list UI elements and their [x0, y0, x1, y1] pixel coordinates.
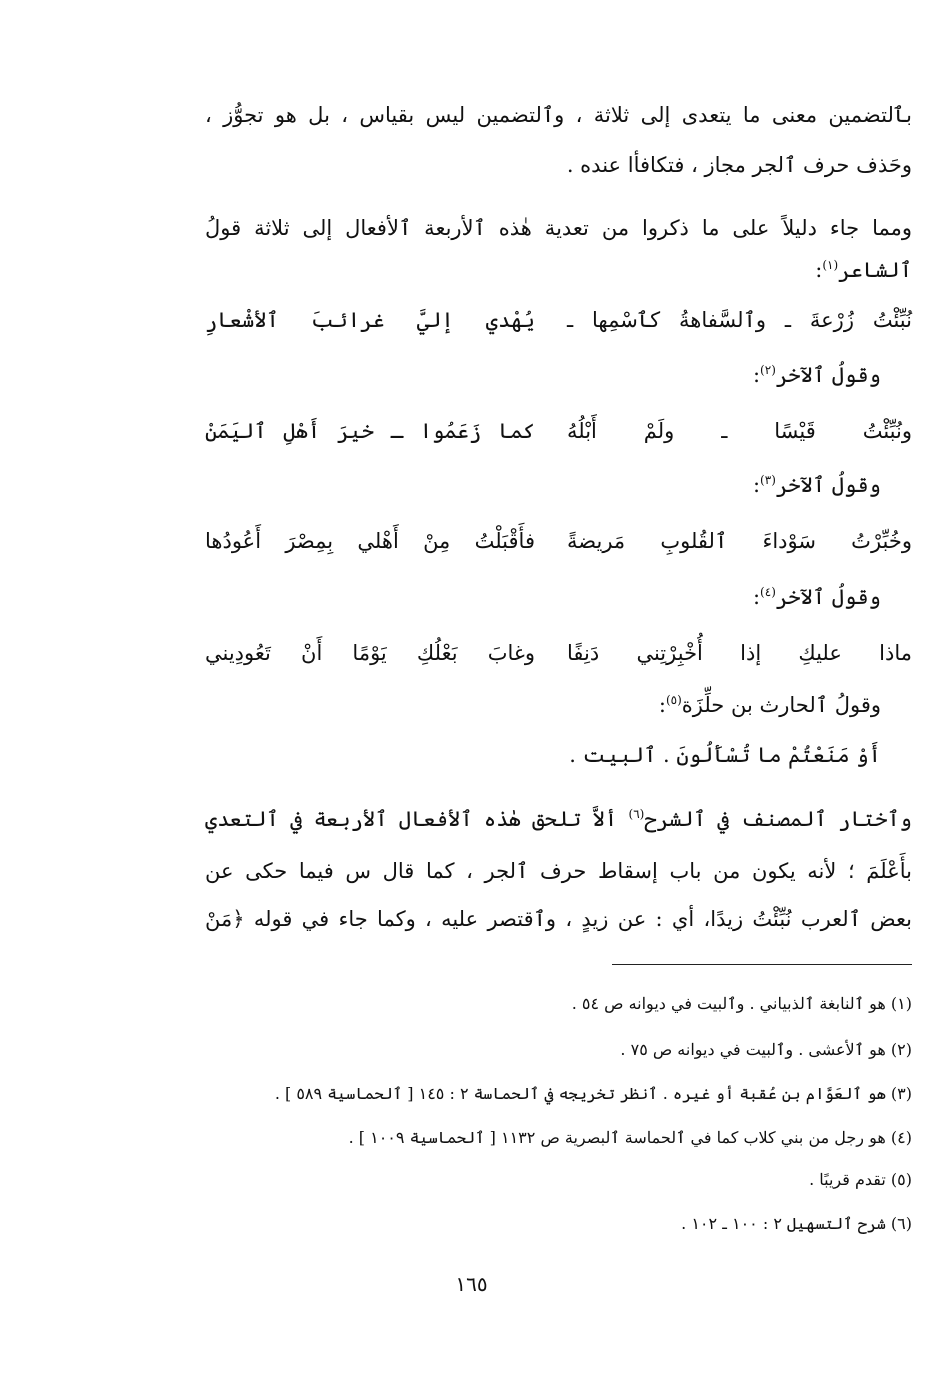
footnote-ref: (٥)	[665, 693, 682, 707]
footnote-ref: (٢)	[760, 363, 776, 377]
body-line: بأَعْلَمَ ؛ لأنه يكون من باب إسقاط حرف ٱلجر ، كما قال س فيما حكى عن	[205, 859, 912, 883]
verse-hemistich-second: كما زَعَمُوا ـ خيرَ أَهْلِ ٱليَمَنْ	[205, 419, 535, 443]
footnote-ref: (٤)	[760, 585, 776, 599]
footnote: (١) هو ٱلنابغة ٱلذبياني . وٱلبيت في ديوانه ص ٥٤ .	[571, 994, 912, 1013]
verse	[205, 414, 912, 448]
footnote: (٤) هو رجل من بني كلاب كما في ٱلحماسة ٱلبصرية ص ١١٣٢ [ ٱلحماسية ١٠٠٩ ] .	[348, 1128, 912, 1147]
verse	[205, 524, 912, 558]
footnote-divider	[612, 964, 912, 965]
verse-hemistich-first: وخُبِّرْتُ سَوْداءَ ٱلقُلوبِ مَريضةً	[567, 529, 912, 553]
page-number: ١٦٥	[455, 1272, 488, 1296]
verse-hemistich-second: يُهْدي إليَّ غرائبَ ٱلأشْعارِ	[205, 308, 535, 332]
body-line: ومما جاء دليلاً على ما ذكروا من تعدية هٰذه ٱلأربعة ٱلأفعال إلى ثلاثة قولُ	[205, 216, 912, 240]
footnote-ref: (٣)	[760, 473, 776, 487]
verse-intro: وقولُ ٱلحارث بن حلِّزَة$^{(٥)}$:	[658, 693, 881, 717]
footnote: (٢) هو ٱلأعشى . وٱلبيت في ديوانه ص ٧٥ .	[620, 1040, 912, 1059]
body-line: وٱختار ٱلمصنف في ٱلشرح$^{(٦)}$ ألاَّ تلحق هٰذه ٱلأفعال ٱلأربعة في ٱلتعدي	[205, 807, 912, 831]
verse-intro: وقولُ ٱلآخر$^{(٤)}$:	[752, 585, 881, 609]
body-line: بٱلتضمين معنى ما يتعدى إلى ثلاثة ، وٱلتضمين ليس بقياس ، بل هو تجوُّز ،	[205, 103, 912, 127]
verse-intro: وقولُ ٱلآخر$^{(٢)}$:	[752, 363, 881, 387]
body-line: بعض ٱلعرب نُبِّئْتُ زيدًا، أي : عن زيدٍ ، وٱقتصر عليه ، وكما جاء في قوله ﴿مَنْ	[205, 907, 912, 931]
verse-partial: أَوْ مَنَعْتُمْ ما تُسْأَلُونَ . ٱلبيت .	[569, 743, 881, 767]
body-line: ٱلشاعر$^{(١)}$:	[815, 258, 912, 282]
verse-hemistich-second: وغابَ بَعْلُكِ يَوْمًا أَنْ تَعُودِيني	[205, 641, 535, 665]
verse	[205, 303, 912, 337]
footnote: (٣) هو ٱلعَوَّام بن عُقبة أو غيره . ٱنظر تخريجه في ٱلحماسة ٢ : ١٤٥ [ ٱلحماسية ٥٨٩ ] .	[274, 1084, 912, 1103]
footnote: (٦) شرح ٱلتسهيل ٢ : ١٠٠ ـ ١٠٢ .	[681, 1214, 912, 1233]
body-line: وحَذف حرف ٱلجر مجاز ، فتكافأا عنده .	[566, 153, 912, 177]
verse-hemistich-first: ماذا عليكِ إذا أُخْبِرْتِني دَنِفًا	[567, 641, 912, 665]
verse	[205, 636, 912, 670]
verse-hemistich-first: نُبِّئْتُ زُرْعةَ ـ وٱلسَّفاهةُ كٱسْمِها ـ	[567, 308, 912, 332]
footnote-ref: (٦)	[628, 807, 645, 821]
footnote: (٥) تقدم قريبًا .	[809, 1170, 912, 1189]
verse-hemistich-second: فأَقْبَلْتُ مِنْ أَهْلي بِمِصْرَ أَعُودُها	[205, 529, 535, 553]
verse-intro: وقولُ ٱلآخر$^{(٣)}$:	[752, 473, 881, 497]
verse-hemistich-first: ونُبِّئْتُ قَيْسًا ـ ولَمْ أَبْلُهُ	[567, 419, 912, 443]
footnote-ref: (١)	[822, 258, 839, 272]
